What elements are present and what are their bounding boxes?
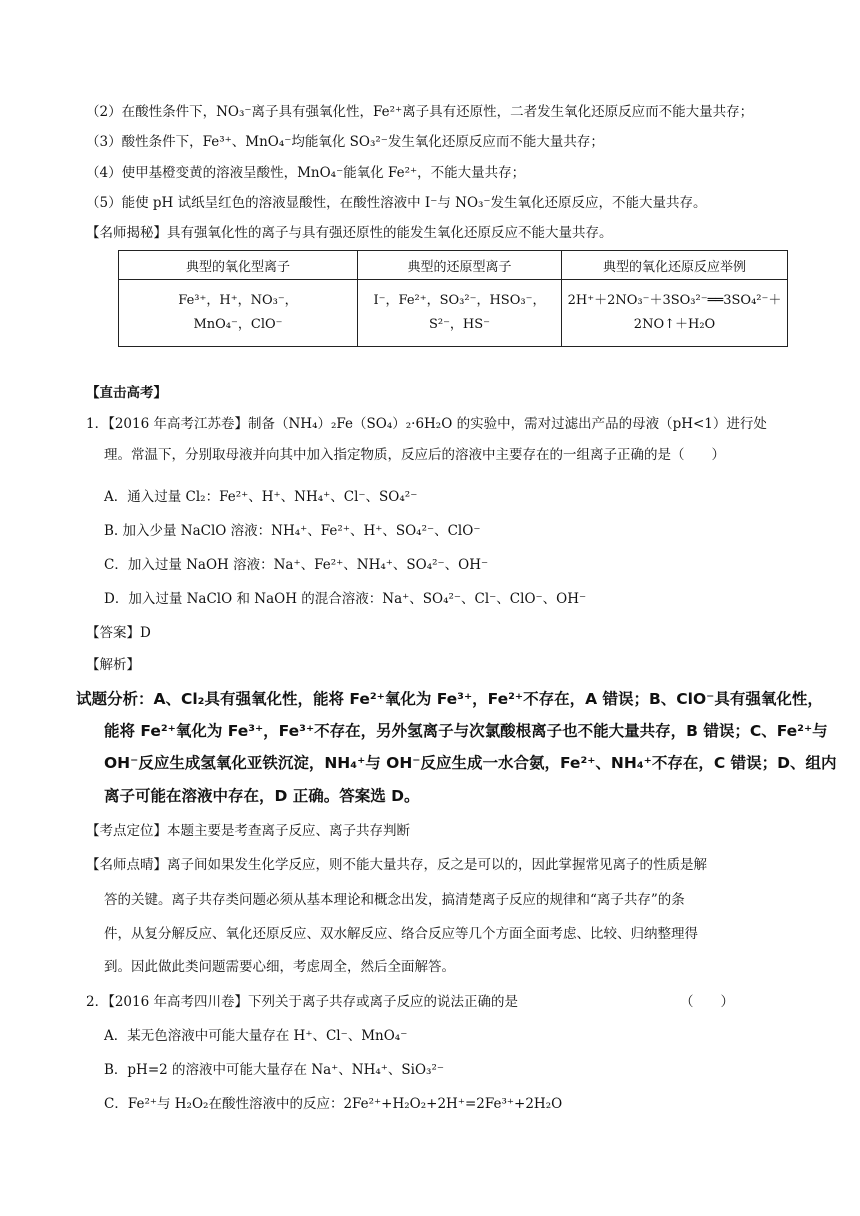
q1-option-b: B. 加入少量 NaClO 溶液：NH₄⁺、Fe²⁺、H⁺、SO₄²⁻、ClO⁻ <box>104 523 481 539</box>
q1-option-a: A．通入过量 Cl₂：Fe²⁺、H⁺、NH₄⁺、Cl⁻、SO₄²⁻ <box>104 489 418 505</box>
ion-table-cell: 2H⁺＋2NO₃⁻＋3SO₃²⁻══3SO₄²⁻＋ 2NO↑＋H₂O <box>562 280 788 347</box>
intro-line-2: （2）在酸性条件下，NO₃⁻离子具有强氧化性，Fe²⁺离子具有还原性，二者发生氧化还原反应而不能大量共存； <box>86 104 754 120</box>
intro-line-3: （3）酸性条件下，Fe³⁺、MnO₄⁻均能氧化 SO₃²⁻发生氧化还原反应而不能大量共存； <box>86 134 604 150</box>
q2-option-a: A．某无色溶液中可能大量存在 H⁺、Cl⁻、MnO₄⁻ <box>104 1028 408 1044</box>
q1-teacher-line: 【名师点晴】离子间如果发生化学反应，则不能大量共存，反之是可以的，因此掌握常见离子的性质是解 <box>86 857 707 873</box>
ion-table-row <box>119 280 788 347</box>
q1-point: 【考点定位】本题主要是考查离子反应、离子共存判断 <box>86 823 410 839</box>
ion-table-header: 典型的氧化型离子 <box>119 251 358 280</box>
q1-option-c: C．加入过量 NaOH 溶液：Na⁺、Fe²⁺、NH₄⁺、SO₄²⁻、OH⁻ <box>104 557 489 573</box>
q1-stem-line1: 1．【2016 年高考江苏卷】制备（NH₄）₂Fe（SO₄）₂·6H₂O 的实验中，需对过滤出产品的母液（pH<1）进行处 <box>86 416 767 432</box>
ion-table <box>118 250 788 347</box>
ion-table-cell: I⁻，Fe²⁺，SO₃²⁻，HSO₃⁻， S²⁻，HS⁻ <box>358 280 562 347</box>
teacher-reveal: 【名师揭秘】具有强氧化性的离子与具有强还原性的能发生氧化还原反应不能大量共存。 <box>86 225 613 241</box>
q2-stem: 2．【2016 年高考四川卷】下列关于离子共存或离子反应的说法正确的是 <box>86 994 518 1010</box>
q2-bracket: （ ） <box>680 994 734 1010</box>
q1-explanation-line: 能将 Fe²⁺氧化为 Fe³⁺，Fe³⁺不存在，另外氢离子与次氯酸根离子也不能大量共存，B 错误；C、Fe²⁺与 <box>104 722 828 740</box>
ion-table-cell: Fe³⁺，H⁺，NO₃⁻， MnO₄⁻，ClO⁻ <box>119 280 358 347</box>
intro-line-5: （5）能使 pH 试纸呈红色的溶液显酸性，在酸性溶液中 I⁻与 NO₃⁻发生氧化还原反应，不能大量共存。 <box>86 195 707 211</box>
q1-stem-line2: 理。常温下，分别取母液并向其中加入指定物质，反应后的溶液中主要存在的一组离子正确的是（ ） <box>104 447 725 463</box>
q1-teacher-line: 到。因此做此类问题需要心细，考虑周全，然后全面解答。 <box>104 959 455 975</box>
ion-table-header: 典型的还原型离子 <box>358 251 562 280</box>
q2-option-c: C．Fe²⁺与 H₂O₂在酸性溶液中的反应：2Fe²⁺+H₂O₂+2H⁺=2Fe³⁺+2H₂O <box>104 1096 563 1112</box>
ion-table-header-row <box>119 251 788 280</box>
ion-table-header: 典型的氧化还原反应举例 <box>562 251 788 280</box>
q1-analysis-label: 【解析】 <box>86 657 140 673</box>
q2-option-b: B．pH=2 的溶液中可能大量存在 Na⁺、NH₄⁺、SiO₃²⁻ <box>104 1062 445 1078</box>
q1-teacher-line: 答的关键。离子共存类问题必须从基本理论和概念出发，搞清楚离子反应的规律和“离子共存”的条 <box>104 892 685 908</box>
intro-line-4: （4）使甲基橙变黄的溶液呈酸性，MnO₄⁻能氧化 Fe²⁺，不能大量共存； <box>86 165 526 181</box>
section-title: 【直击高考】 <box>86 385 167 401</box>
q1-explanation-line: OH⁻反应生成氢氧化亚铁沉淀，NH₄⁺与 OH⁻反应生成一水合氨，Fe²⁺、NH₄⁺不存在，C 错误；D、组内 <box>104 754 837 772</box>
q1-teacher-line: 件，从复分解反应、氧化还原反应、双水解反应、络合反应等几个方面全面考虑、比较、归纳整理得 <box>104 926 698 942</box>
q1-answer: 【答案】D <box>86 625 151 641</box>
q1-option-d: D．加入过量 NaClO 和 NaOH 的混合溶液：Na⁺、SO₄²⁻、Cl⁻、ClO⁻、OH⁻ <box>104 591 587 607</box>
q1-explanation-line: 试题分析：A、Cl₂具有强氧化性，能将 Fe²⁺氧化为 Fe³⁺，Fe²⁺不存在，A 错误；B、ClO⁻具有强氧化性， <box>76 690 823 708</box>
q1-explanation-line: 离子可能在溶液中存在，D 正确。答案选 D。 <box>104 787 420 805</box>
